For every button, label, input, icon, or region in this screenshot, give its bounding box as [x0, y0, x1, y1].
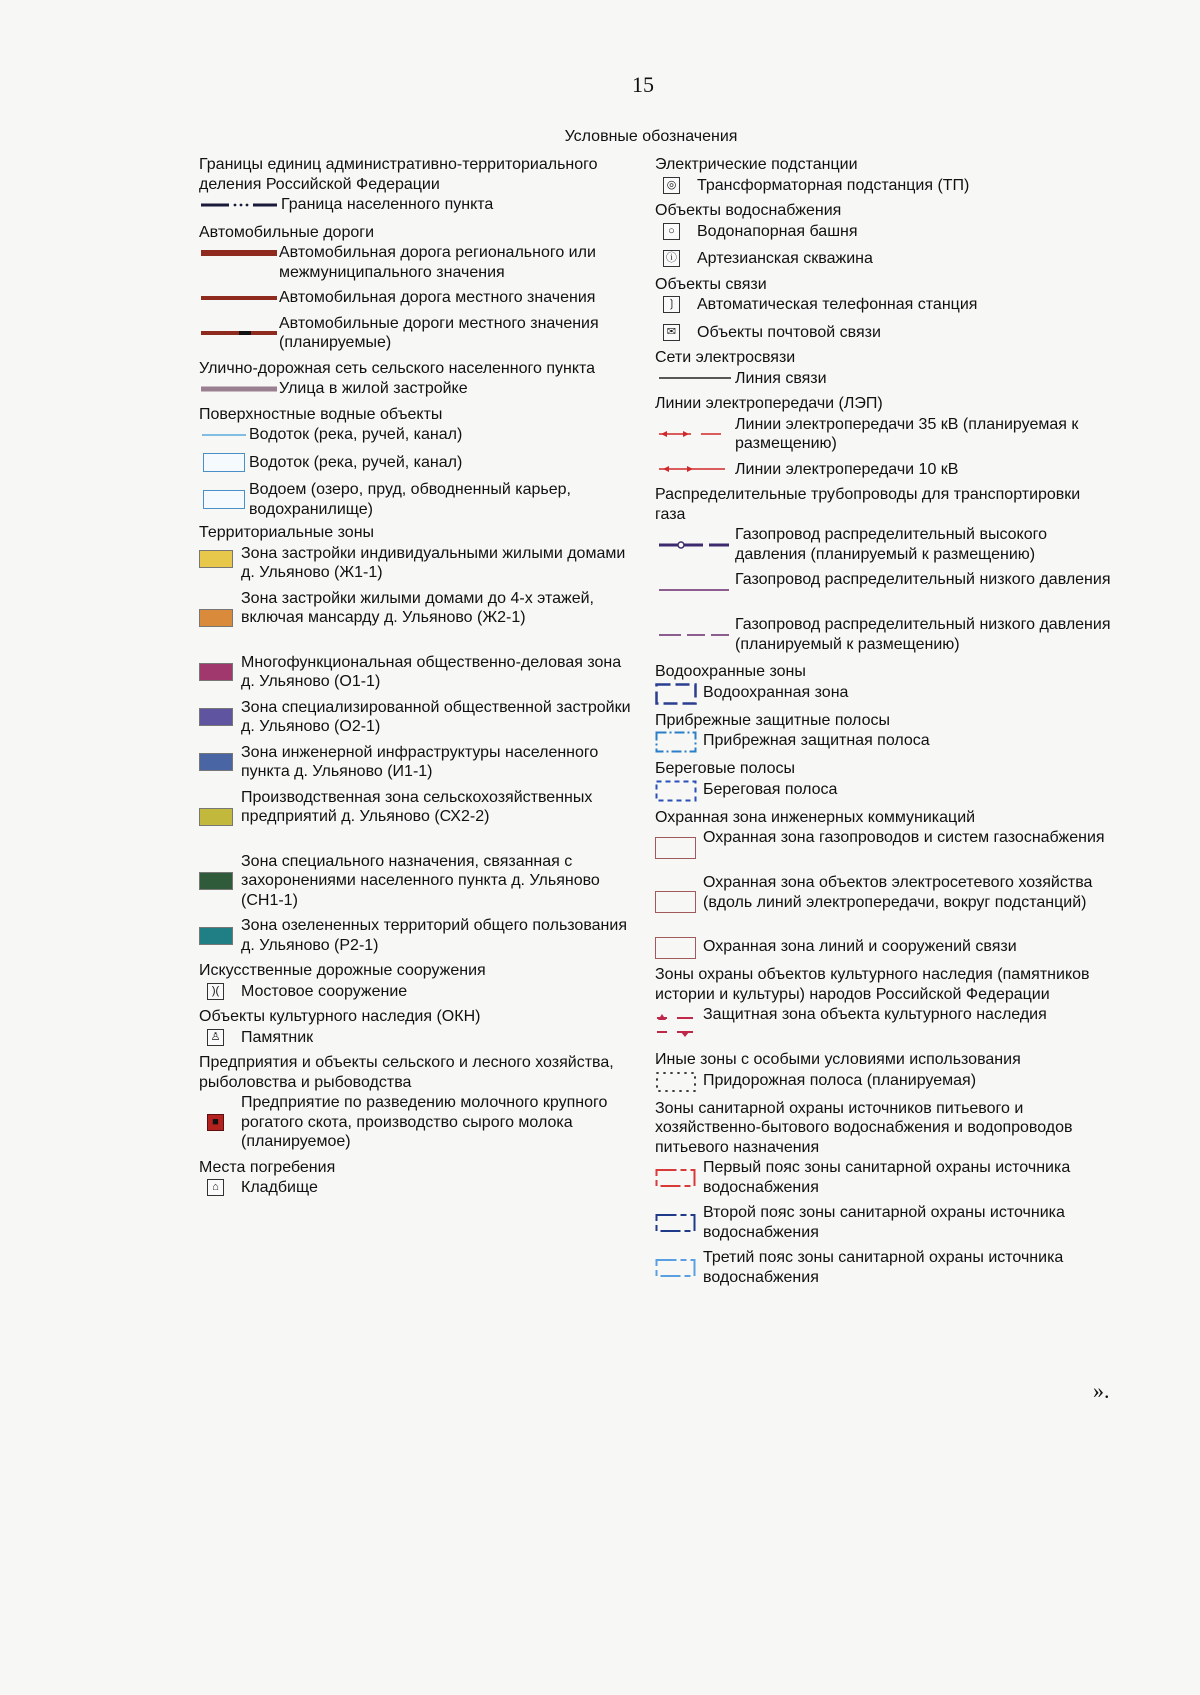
legend-item-roadside-strip [655, 1071, 1115, 1093]
legend-label: Газопровод распределительный высокого давления (планируемый к размещению) [735, 526, 1047, 563]
roadside-strip-symbol [655, 1071, 697, 1093]
legend-item-transformer [655, 176, 1115, 196]
legend-item-water-tower [655, 222, 1115, 242]
legend-item-shore-strip [655, 780, 1115, 802]
water-heading: Поверхностные водные объекты [199, 405, 443, 423]
powerlines-heading: Линии электропередачи (ЛЭП) [655, 395, 883, 412]
comm-line-symbol [655, 369, 735, 388]
legend-label: Охранная зона объектов электросетевого хозяйства (вдоль линий электропередачи, вокруг подстанций) [703, 874, 1093, 911]
legend-item-sanitary-belt-3 [655, 1248, 1115, 1287]
legend-right-column [655, 155, 1115, 1287]
legend-label: Линия связи [735, 369, 827, 387]
zone-swatch [199, 753, 233, 771]
legend-label: Придорожная полоса (планируемая) [703, 1071, 977, 1089]
envelope-icon: ✉ [663, 324, 680, 341]
legend-label: Водоохранная зона [703, 683, 849, 701]
zone-swatch [199, 808, 233, 826]
streets-heading: Улично-дорожная сеть сельского населенного пункта [199, 359, 596, 377]
heritage-heading: Объекты культурного наследия (ОКН) [199, 1008, 481, 1025]
legend-label: Автомобильные дороги местного значения (планируемые) [279, 314, 599, 351]
zone-swatch [199, 609, 233, 627]
powerline-10kv-symbol [655, 460, 735, 479]
legend-item-powerline-10 [655, 460, 1115, 480]
legend-item-water-protection-zone [655, 683, 1115, 705]
substations-heading: Электрические подстанции [655, 156, 858, 173]
legend-title: Условные обозначения [564, 128, 738, 145]
legend-label: Газопровод распределительный низкого давления [735, 571, 1111, 588]
telecom-heading: Сети электросвязи [655, 349, 796, 366]
gas-heading: Распределительные трубопроводы для транспортировки газа [655, 486, 1081, 523]
water-supply-heading: Объекты водоснабжения [655, 202, 842, 219]
gas-low-symbol [655, 570, 735, 609]
legend-label: Многофункциональная общественно-деловая зона д. Ульяново (О1-1) [241, 653, 622, 690]
local-road-symbol [199, 288, 279, 307]
legend-label: Артезианская скважина [697, 250, 873, 267]
legend-item-comm-protection-zone [655, 937, 1115, 959]
legend-label: Первый пояс зоны санитарной охраны источника водоснабжения [703, 1159, 1071, 1196]
legend-item-zone-o1 [199, 653, 639, 692]
bridges-heading: Искусственные дорожные сооружения [199, 962, 486, 979]
legend-item-zone-zh2 [199, 589, 639, 647]
legend-item-telephone-exchange [655, 295, 1115, 315]
legend-label: Граница населенного пункта [281, 196, 494, 213]
legend-label: Зона застройки жилыми домами до 4-х этажей, включая мансарду д. Ульяново (Ж2-1) [241, 589, 594, 626]
roads-heading: Автомобильные дороги [199, 223, 375, 241]
legend-item-zone-zh1 [199, 544, 639, 583]
legend-item-coastal-strip [655, 731, 1115, 753]
street-symbol [199, 379, 279, 398]
zone-swatch [199, 663, 233, 681]
legend-item-regional-road [199, 243, 639, 282]
other-zones-heading: Иные зоны с особыми условиями использования [655, 1051, 1021, 1068]
legend-label: Мостовое сооружение [241, 982, 408, 1000]
legend-label: Защитная зона объекта культурного наследия [703, 1006, 1047, 1023]
waterbody-symbol [199, 480, 249, 518]
legend-item-zone-o2 [199, 698, 639, 737]
legend-label: Водоем (озеро, пруд, обводненный карьер, водохранилище) [249, 481, 571, 518]
zone-swatch [199, 550, 233, 568]
artesian-well-icon: ⓘ [663, 250, 680, 267]
legend-item-bridge [199, 982, 639, 1002]
boundary-line-symbol [199, 195, 279, 214]
legend-label: Зона застройки индивидуальными жилыми домами д. Ульяново (Ж1-1) [241, 544, 626, 581]
sanitary-belt-1-symbol [655, 1166, 697, 1190]
legend-item-cemetery [199, 1178, 639, 1198]
legend-label: Линии электропередачи 35 кВ (планируемая к размещению) [735, 415, 1079, 452]
legend-item-sanitary-belt-1 [655, 1158, 1115, 1197]
watercourse-line-symbol [199, 425, 249, 444]
legend-item-waterbody [199, 480, 639, 519]
agriculture-heading: Предприятия и объекты сельского и лесного хозяйства, рыболовства и рыбоводства [199, 1054, 614, 1091]
legend-label: Памятник [241, 1028, 314, 1046]
legend-item-power-protection-zone [655, 873, 1115, 931]
water-tower-icon: ○ [663, 223, 680, 240]
cultural-zones-heading: Зоны охраны объектов культурного наследия (памятников истории и культуры) народов Российской Федерации [655, 966, 1090, 1003]
legend-item-watercourse-area [199, 453, 639, 473]
telephone-exchange-icon: ❳ [663, 296, 680, 313]
cattle-farm-icon: ■ [207, 1114, 224, 1131]
legend-label: Третий пояс зоны санитарной охраны источника водоснабжения [703, 1249, 1064, 1286]
legend-label: Зона специализированной общественной застройки д. Ульяново (О2-1) [241, 698, 631, 735]
legend-label: Газопровод распределительный низкого давления (планируемый к размещению) [735, 616, 1111, 653]
legend-label: Объекты почтовой связи [697, 323, 881, 341]
legend-item-street [199, 379, 639, 399]
gas-protection-zone-symbol [655, 837, 696, 859]
legend-label: Прибрежная защитная полоса [703, 732, 930, 749]
legend-label: Автомобильная дорога регионального или межмуниципального значения [279, 244, 596, 281]
comm-protection-zone-symbol [655, 937, 696, 959]
legend-label: Трансформаторная подстанция (ТП) [697, 176, 970, 194]
zone-swatch [199, 872, 233, 890]
legend-label: Зона инженерной инфраструктуры населенного пункта д. Ульяново (И1-1) [241, 743, 599, 780]
zone-swatch [199, 927, 233, 945]
legend-label: Автоматическая телефонная станция [697, 296, 978, 313]
watercourse-area-symbol [199, 453, 249, 472]
legend-label: Второй пояс зоны санитарной охраны источника водоснабжения [703, 1204, 1065, 1241]
water-protection-heading: Водоохранные зоны [655, 663, 806, 680]
legend-item-planned-local-road [199, 314, 639, 353]
legend-label: Водонапорная башня [697, 222, 858, 240]
legend-item-comm-line [655, 369, 1115, 389]
water-protection-zone-symbol [655, 683, 697, 705]
powerline-35kv-symbol [655, 415, 735, 454]
legend-item-monument [199, 1028, 639, 1048]
legend-label: Водоток (река, ручей, канал) [249, 426, 463, 443]
legend-label: Улица в жилой застройке [279, 380, 468, 397]
legend-label: Охранная зона линий и сооружений связи [703, 938, 1017, 955]
legend-left-column [199, 155, 639, 1198]
legend-item-sanitary-belt-2 [655, 1203, 1115, 1242]
communications-heading: Объекты связи [655, 275, 767, 293]
legend-item-dairy-farm [199, 1093, 639, 1152]
shore-strip-heading: Береговые полосы [655, 760, 796, 777]
legend-label: Кладбище [241, 1179, 318, 1196]
legend-item-cultural-protection-zone [655, 1005, 1115, 1044]
legend-item-post-office [655, 323, 1115, 343]
legend-label: Производственная зона сельскохозяйственных предприятий д. Ульяново (СХ2-2) [241, 788, 593, 825]
legend-item-artesian-well [655, 249, 1115, 269]
legend-label: Линии электропередачи 10 кВ [735, 460, 959, 478]
closing-quote-mark: ». [1093, 1378, 1110, 1403]
legend-label: Предприятие по разведению молочного крупного рогатого скота, производство сырого молока (планируемое) [241, 1094, 608, 1150]
legend-item-zone-r2 [199, 916, 639, 955]
legend-item-local-road [199, 288, 639, 308]
gas-low-planned-symbol [655, 615, 735, 654]
legend-item-zone-sn1 [199, 852, 639, 911]
legend-item-gas-low-planned [655, 615, 1115, 654]
legend-item-gas-protection-zone [655, 828, 1115, 867]
page-number: 15 [632, 72, 654, 97]
bridge-icon: )( [207, 983, 224, 1000]
zone-swatch [199, 708, 233, 726]
legend-item-gas-low [655, 570, 1115, 609]
cemetery-icon: ⌂ [207, 1179, 224, 1196]
admin-boundaries-heading: Границы единиц административно-территориального деления Российской Федерации [199, 156, 598, 193]
cultural-protection-zone-symbol [655, 1010, 697, 1040]
legend-label: Зона специального назначения, связанная с захоронениями населенного пункта д. Ульяново (СН1-1) [241, 852, 600, 909]
sanitary-belt-2-symbol [655, 1211, 697, 1235]
transformer-substation-icon: ◎ [663, 177, 680, 194]
legend-label: Водоток (река, ручей, канал) [249, 453, 463, 471]
legend-label: Автомобильная дорога местного значения [279, 289, 596, 306]
regional-road-symbol [199, 243, 279, 262]
zones-heading: Территориальные зоны [199, 524, 375, 541]
burial-heading: Места погребения [199, 1158, 336, 1176]
power-protection-zone-symbol [655, 891, 696, 913]
legend-item-settlement-boundary [199, 195, 639, 215]
planned-road-symbol [199, 314, 279, 352]
coastal-strip-symbol [655, 731, 697, 753]
legend-label: Зона озелененных территорий общего пользования д. Ульяново (Р2-1) [241, 917, 627, 954]
shore-strip-symbol [655, 780, 697, 802]
legend-item-watercourse-line [199, 425, 639, 445]
legend-label: Охранная зона газопроводов и систем газоснабжения [703, 829, 1105, 846]
legend-label: Береговая полоса [703, 780, 838, 798]
sanitary-zones-heading: Зоны санитарной охраны источников питьевого и хозяйственно-бытового водоснабжения и водопроводов питьевого назначения [655, 1099, 1073, 1156]
gas-high-planned-symbol [655, 525, 735, 564]
engineering-protection-heading: Охранная зона инженерных коммуникаций [655, 808, 976, 826]
legend-item-zone-sx2 [199, 788, 639, 846]
legend-item-gas-high-planned [655, 525, 1115, 564]
coastal-protection-heading: Прибрежные защитные полосы [655, 711, 890, 729]
sanitary-belt-3-symbol [655, 1256, 697, 1280]
legend-item-powerline-35 [655, 415, 1115, 454]
monument-icon: ♙ [207, 1029, 224, 1046]
legend-item-zone-i1 [199, 743, 639, 782]
